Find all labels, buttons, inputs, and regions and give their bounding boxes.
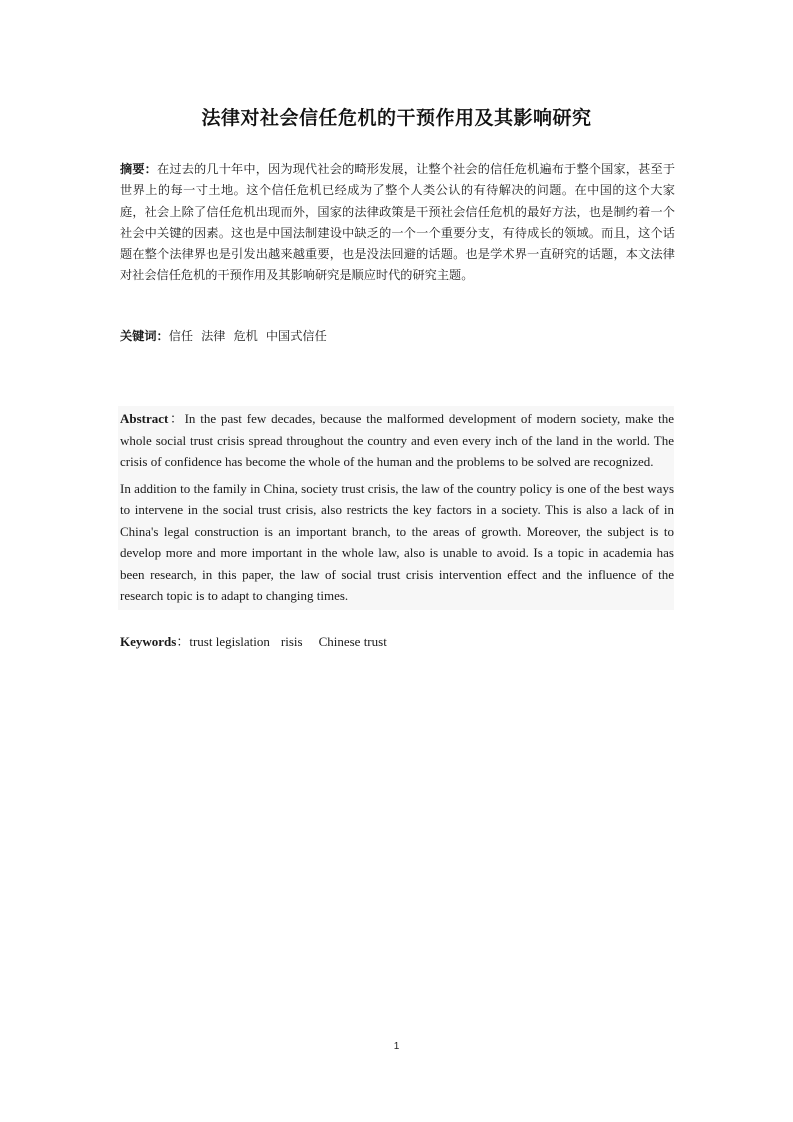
english-abstract-label: Abstract xyxy=(120,411,169,426)
english-keywords-label: Keywords xyxy=(120,634,177,649)
english-abstract-paragraph xyxy=(120,408,674,473)
english-abstract-paragraph: In addition to the family in China, society trust crisis, the law of the country policy is one of the best ways to intervene in the social trust crisis, also restricts the key factors in a society. This is also a lack of in China's legal construction is an important branch, to the areas of growth. Moreover, the subject is to develop more and more important in the whole law, also is unable to avoid. Is a topic in academia has been research, in this paper, the law of social trust crisis intervention effect and the influence of the research topic is to adapt to changing times. xyxy=(120,480,674,603)
english-abstract-separator: ： xyxy=(168,411,185,426)
chinese-abstract xyxy=(120,159,675,287)
english-keywords xyxy=(120,631,387,652)
english-keywords-separator: ： xyxy=(176,634,190,649)
chinese-keywords-label: 关键词： xyxy=(120,329,169,343)
chinese-keyword: 危机 xyxy=(233,329,258,343)
chinese-abstract-text: 在过去的几十年中，因为现代社会的畸形发展，让整个社会的信任危机遍布于整个国家，甚至于世界上的每一寸土地。这个信任危机已经成为了整个人类公认的有待解决的问题。在中国的这个大家庭，社会上除了信任危机出现而外，国家的法律政策是干预社会信任危机的最好方法，也是制约着一个社会中关键的因素。这也是中国法制建设中缺乏的一个一个重要分支，有待成长的领域。而且，这个话题在整个法律界也是引发出越来越重要，也是没法回避的话题。也是学术界一直研究的话题，本文法律对社会信任危机的干预作用及其影响研究是顺应时代的研究主题。 xyxy=(120,162,676,283)
page-number: 1 xyxy=(393,1041,400,1052)
chinese-keyword: 中国式信任 xyxy=(265,329,327,343)
english-keyword: risis xyxy=(280,634,303,649)
chinese-abstract-label: 摘要： xyxy=(120,162,158,176)
chinese-keyword: 法律 xyxy=(201,329,226,343)
english-abstract xyxy=(118,406,674,610)
page-title: 法律对社会信任危机的干预作用及其影响研究 xyxy=(201,107,592,129)
chinese-keyword: 信任 xyxy=(168,329,194,343)
chinese-keywords xyxy=(120,326,675,346)
english-abstract-text: In the past few decades, because the malformed development of modern society, make the whole social trust crisis spread throughout the country and even every inch of the land in the world. The crisis of confidence has become the whole of the human and the problems to be solved are recognized. xyxy=(120,411,674,469)
english-keyword: trust legislation xyxy=(189,634,270,649)
english-keyword: Chinese trust xyxy=(318,634,387,649)
